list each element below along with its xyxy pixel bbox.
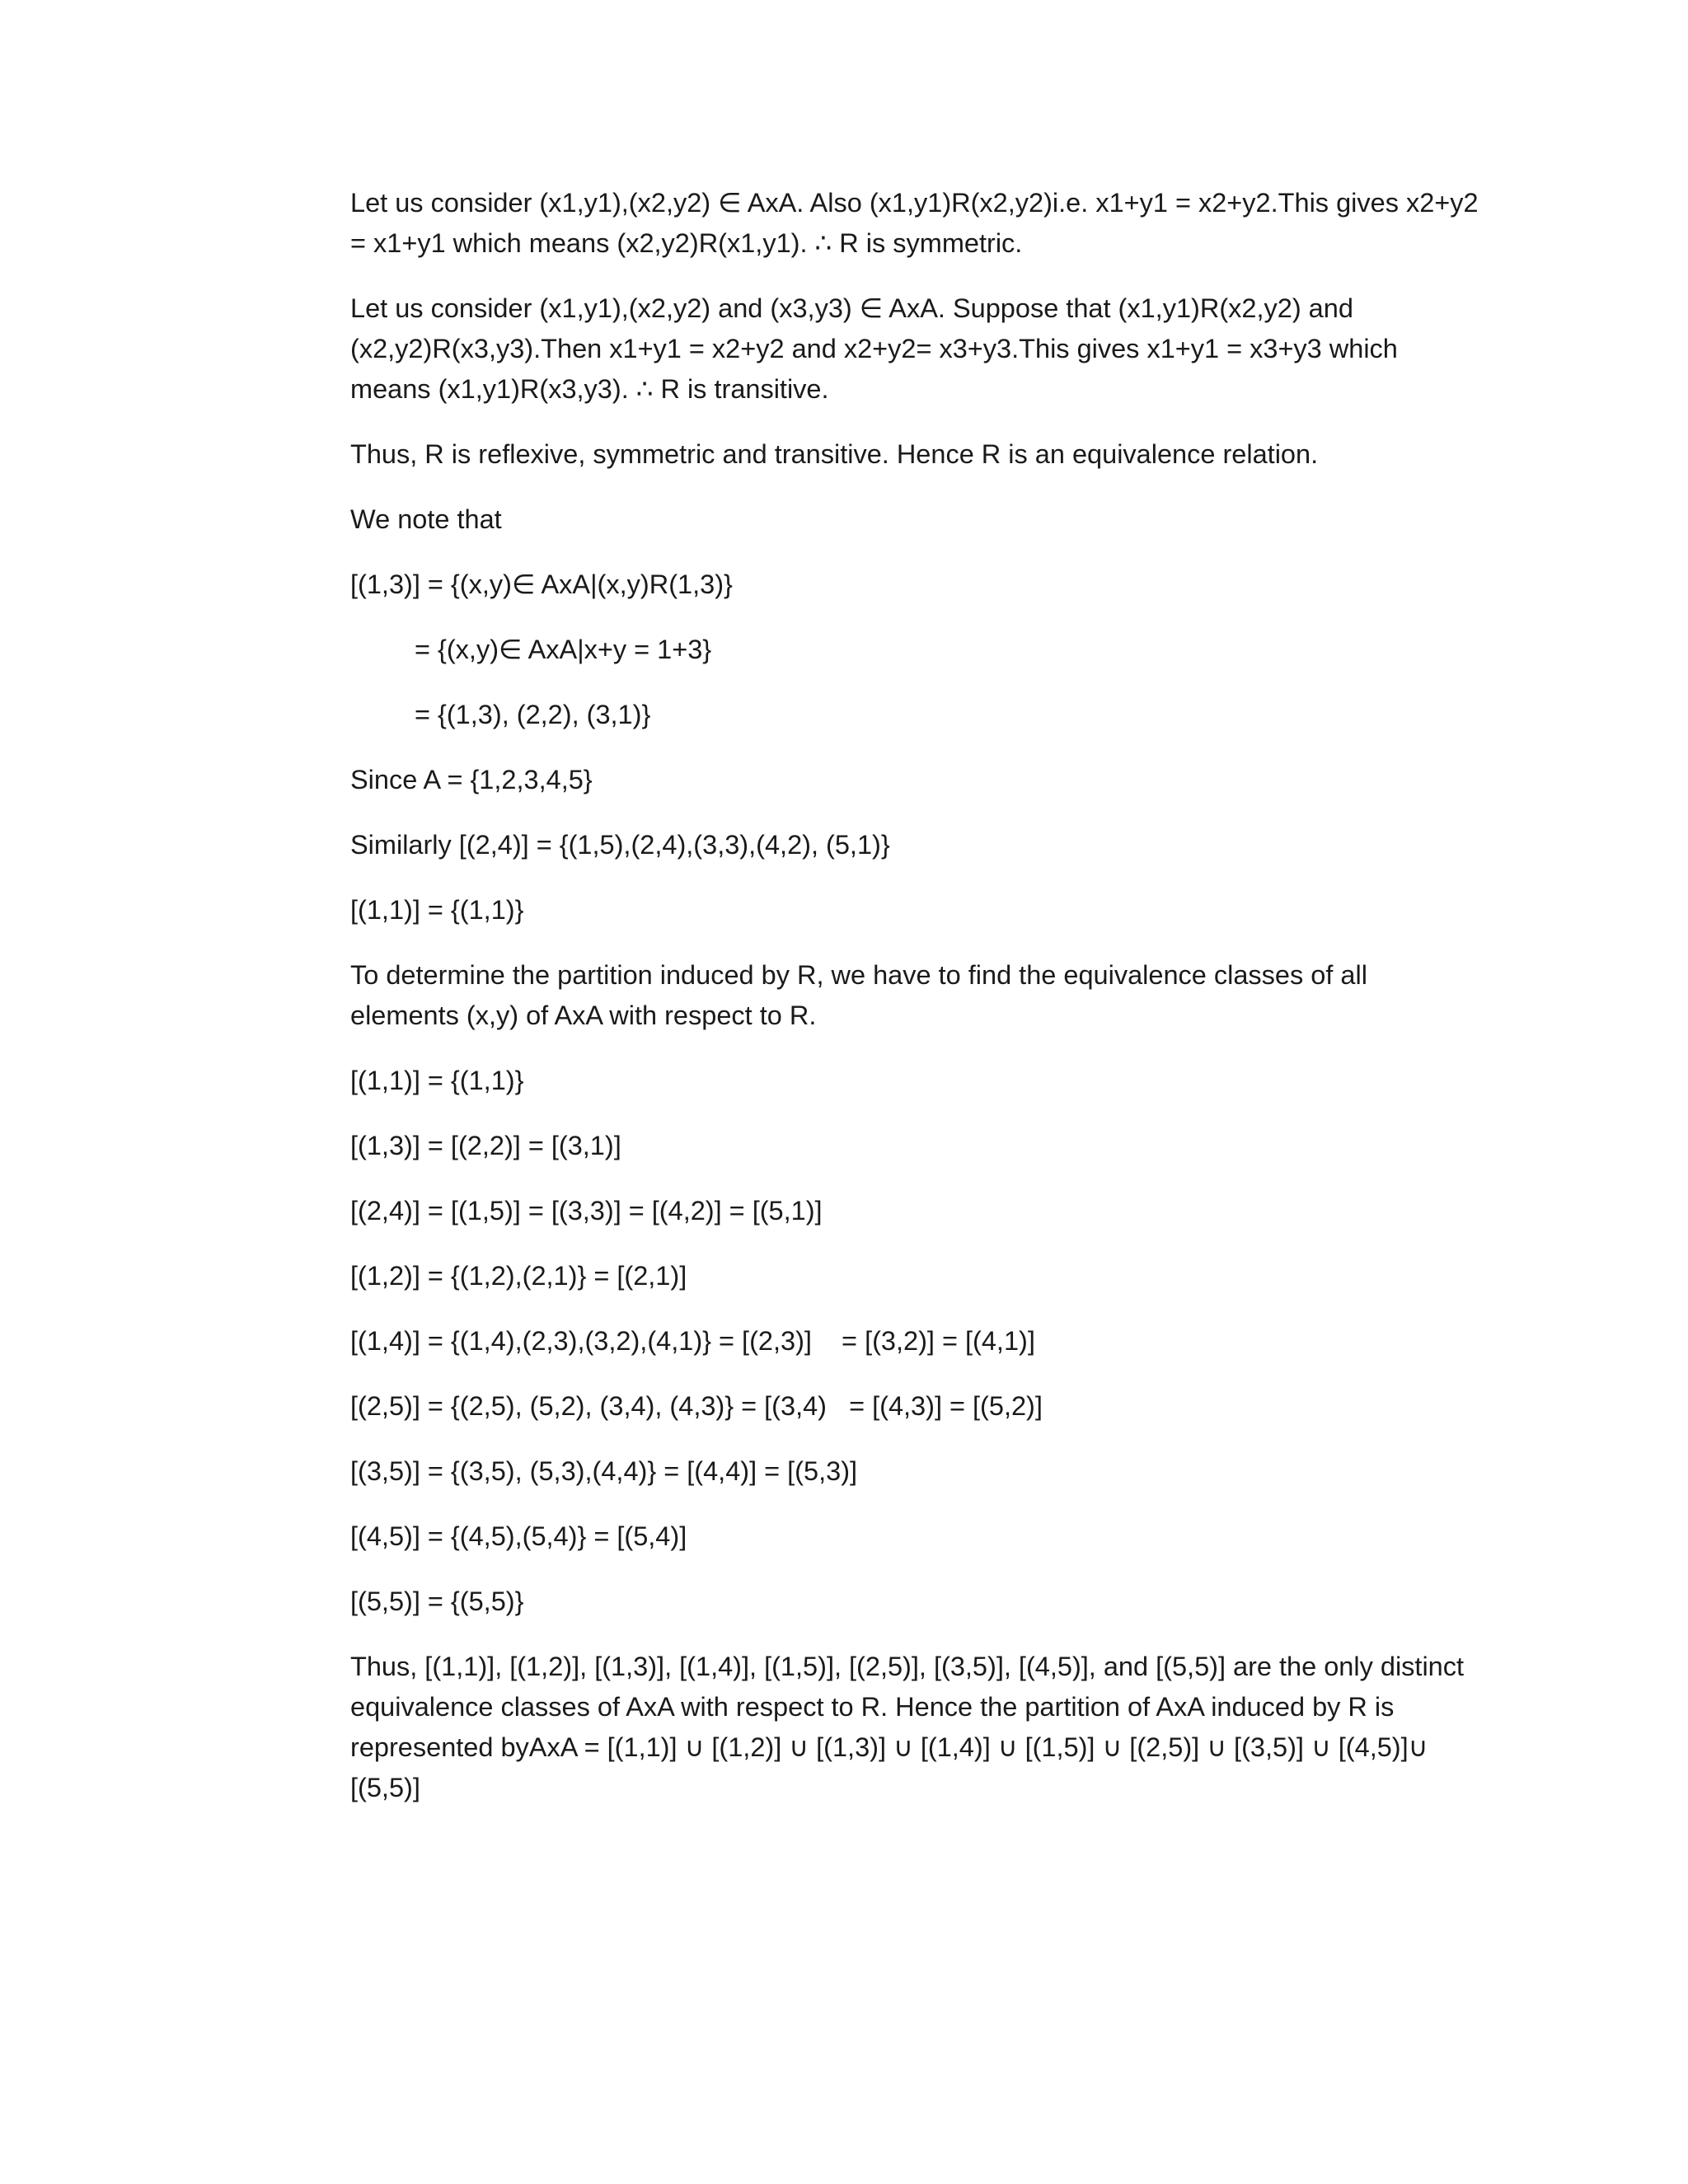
equation-list-3-5: [(3,5)] = {(3,5), (5,3),(4,4)} = [(4,4)] = [(5,3)] [350,1456,858,1486]
equation-class-1-3: [(1,3)] = {(x,y)∈ AxA|(x,y)R(1,3)} [350,569,733,599]
paragraph-equivalence-conclusion: Thus, R is reflexive, symmetric and transitive. Hence R is an equivalence relation. [350,439,1319,469]
equation-class-1-1: [(1,1)] = {(1,1)} [350,895,524,925]
paragraph-we-note: We note that [350,504,502,534]
equation-list-1-4: [(1,4)] = {(1,4),(2,3),(3,2),(4,1)} = [(2,3)] = [(3,2)] = [(4,1)] [350,1326,1035,1356]
document-body [350,183,1486,1833]
equation-set-a: Since A = {1,2,3,4,5} [350,765,593,794]
equation-list-2-5: [(2,5)] = {(2,5), (5,2), (3,4), (4,3)} = [(3,4) = [(4,3)] = [(5,2)] [350,1391,1043,1421]
equation-list-2-4: [(2,4)] = [(1,5)] = [(3,3)] = [(4,2)] = [(5,1)] [350,1196,823,1226]
equation-list-1-3: [(1,3)] = [(2,2)] = [(3,1)] [350,1131,621,1160]
equation-list-1-2: [(1,2)] = {(1,2),(2,1)} = [(2,1)] [350,1261,687,1291]
paragraph-symmetric: Let us consider (x1,y1),(x2,y2) ∈ AxA. Also (x1,y1)R(x2,y2)i.e. x1+y1 = x2+y2.This gives x2+y2 = x1+y1 which means (x2,y2)R(x1,y1). ∴ R is symmetric. [350,188,1486,258]
equation-class-1-3-step-2: = {(x,y)∈ AxA|x+y = 1+3} [415,635,712,664]
equation-list-4-5: [(4,5)] = {(4,5),(5,4)} = [(5,4)] [350,1521,687,1551]
equation-class-1-3-step-3: = {(1,3), (2,2), (3,1)} [415,700,651,729]
equation-class-2-4: Similarly [(2,4)] = {(1,5),(2,4),(3,3),(4,2), (5,1)} [350,830,890,860]
paragraph-final-partition: Thus, [(1,1)], [(1,2)], [(1,3)], [(1,4)], [(1,5)], [(2,5)], [(3,5)], [(4,5)], and [(5,5)] are the only distinct equivalence classes of AxA with respect to R. Hence the partition of AxA induced by R is represented byAxA = [(1,1)] ∪ [(1,2)] ∪ [(1,3)] ∪ [(1,4)] ∪ [(1,5)] ∪ [(2,5)] ∪ [(3,5)] ∪ [(4,5)]∪ [(5,5)] [350,1652,1472,1802]
equation-list-5-5: [(5,5)] = {(5,5)} [350,1586,524,1616]
paragraph-transitive: Let us consider (x1,y1),(x2,y2) and (x3,y3) ∈ AxA. Suppose that (x1,y1)R(x2,y2) and (x2,y2)R(x3,y3).Then x1+y1 = x2+y2 and x2+y2= x3+y3.This gives x1+y1 = x3+y3 which means (x1,y1)R(x3,y3). ∴ R is transitive. [350,293,1405,404]
equation-list-1-1: [(1,1)] = {(1,1)} [350,1066,524,1095]
paragraph-partition-intro: To determine the partition induced by R, we have to find the equivalence classes of all elements (x,y) of AxA with respect to R. [350,960,1375,1030]
